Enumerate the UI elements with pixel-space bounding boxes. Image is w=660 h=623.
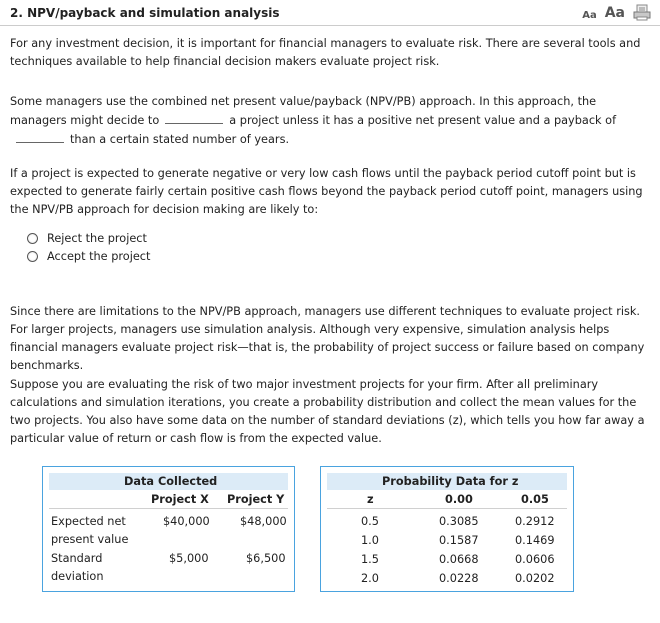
prob-005: 0.1469 (515, 534, 555, 547)
sd-project-y: $6,500 (246, 552, 286, 565)
radio-accept[interactable] (27, 251, 38, 262)
font-size-tools (582, 4, 651, 21)
simulation-paragraph: Since there are limitations to the NPV/PB approach, managers use different techniques to evaluate project risk. For larger projects, managers use simulation analysis. Although very expensive, simulation analysis helps financial managers evaluate project risk—that is, the probability of project success or failure based on company benchmarks. (10, 305, 645, 372)
prob-000: 0.0668 (439, 553, 479, 566)
row-npv-label-b: present value (51, 533, 129, 546)
row-npv-label-a: Expected net (51, 515, 126, 528)
prob-000: 0.3085 (439, 515, 479, 528)
npvpb-paragraph (10, 93, 655, 149)
z-value: 2.0 (361, 572, 379, 585)
col-z: z (367, 493, 374, 506)
npvpb-text-a: Some managers use the combined net present value/payback (NPV/PB) approach. In this approach, the managers might decide to (10, 95, 597, 127)
font-decrease-button[interactable]: Aa (582, 10, 597, 21)
option-reject[interactable] (27, 229, 150, 247)
question-header (10, 6, 651, 23)
npvpb-text-b: a project unless it has a positive net present value and a payback of (229, 114, 617, 127)
table-divider (327, 508, 567, 509)
row-sd-label-b: deviation (51, 570, 104, 583)
sd-project-x: $5,000 (169, 552, 209, 565)
decision-blank-dropdown[interactable] (165, 111, 223, 124)
data-collected-title: Data Collected (124, 475, 218, 488)
npv-project-x: $40,000 (163, 515, 210, 528)
prob-000: 0.1587 (439, 534, 479, 547)
option-accept-label: Accept the project (47, 249, 151, 263)
radio-reject[interactable] (27, 233, 38, 244)
z-value: 1.5 (361, 553, 379, 566)
option-reject-label: Reject the project (47, 231, 147, 245)
col-project-y: Project Y (227, 493, 285, 506)
header-divider (0, 25, 660, 26)
question-title: 2. NPV/payback and simulation analysis (10, 6, 280, 20)
option-accept[interactable] (27, 247, 150, 265)
print-icon[interactable] (633, 4, 651, 21)
suppose-paragraph: Suppose you are evaluating the risk of two major investment projects for your firm. After all preliminary calculations and simulation iterations, you create a probability distribution and collect the mean values for the two projects. You also have some data on the number of standard deviations (z), which tells you how far away a particular value of return or cash flow is from the expected value. (10, 378, 645, 445)
question-paragraph: If a project is expected to generate negative or very low cash flows until the payback period cutoff point but is expected to generate fairly certain positive cash flows beyond the payback period cutoff point, managers using the NPV/PB approach for decision making are likely to: (10, 167, 643, 216)
font-increase-button[interactable]: Aa (604, 5, 625, 21)
prob-005: 0.2912 (515, 515, 555, 528)
probability-title: Probability Data for z (382, 475, 519, 488)
prob-005: 0.0606 (515, 553, 555, 566)
z-value: 1.0 (361, 534, 379, 547)
z-value: 0.5 (361, 515, 379, 528)
row-sd-label-a: Standard (51, 552, 103, 565)
probability-table (320, 466, 574, 592)
col-000: 0.00 (445, 493, 473, 506)
table-divider (49, 508, 288, 509)
npv-project-y: $48,000 (240, 515, 287, 528)
payback-blank-dropdown[interactable] (16, 130, 64, 143)
prob-000: 0.0228 (439, 572, 479, 585)
col-005: 0.05 (521, 493, 549, 506)
prob-005: 0.0202 (515, 572, 555, 585)
col-project-x: Project X (151, 493, 209, 506)
data-collected-table (42, 466, 295, 592)
npvpb-text-c: than a certain stated number of years. (70, 133, 290, 146)
answer-options (27, 229, 150, 265)
intro-paragraph: For any investment decision, it is important for financial managers to evaluate risk. There are several tools and techniques available to help financial decision makers evaluate project risk. (10, 37, 641, 68)
